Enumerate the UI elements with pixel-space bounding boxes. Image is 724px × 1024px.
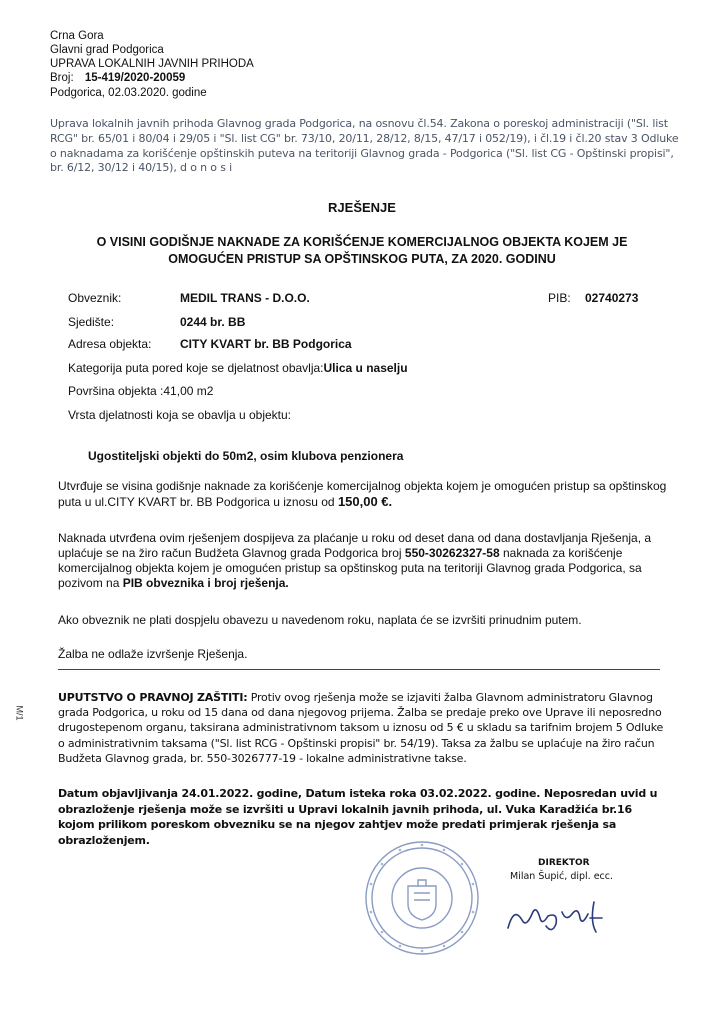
legal-instruction-label: UPUTSTVO O PRAVNOJ ZAŠTITI: bbox=[58, 691, 248, 704]
header-place-date: Podgorica, 02.03.2020. godine bbox=[50, 87, 207, 99]
pib-label: PIB: bbox=[548, 291, 571, 305]
signatory-name: Milan Šupić, dipl. ecc. bbox=[510, 871, 614, 882]
header-city: Glavni grad Podgorica bbox=[50, 44, 164, 56]
account-number: 550-30262327-58 bbox=[404, 546, 500, 560]
signatory-title: DIREKTOR bbox=[538, 858, 590, 868]
pib-value: 02740273 bbox=[585, 291, 639, 305]
header-country: Crna Gora bbox=[50, 30, 104, 42]
vrsta-value: Ugostiteljski objekti do 50m2, osim klubova penzionera bbox=[88, 449, 404, 463]
broj-value: 15-419/2020-20059 bbox=[84, 72, 186, 84]
sjediste-label: Sjedište: bbox=[68, 315, 115, 329]
obveznik-label: Obveznik: bbox=[68, 291, 122, 305]
paragraph-amount-text: Utvrđuje se visina godišnje naknade za korišćenje komercijalnog objekta kojem je omogućen pristup sa opštinskog puta u ul.CITY KVART br. BB Podgorica u iznosu od bbox=[58, 479, 667, 509]
amount-value: 150,00 €. bbox=[337, 494, 393, 509]
adresa-value: CITY KVART br. BB Podgorica bbox=[180, 337, 352, 351]
paragraph-payment bbox=[58, 531, 668, 591]
kategorija-label: Kategorija puta pored koje se djelatnost obavlja: bbox=[68, 361, 324, 375]
legal-instruction bbox=[58, 690, 668, 766]
payment-text-b: naknada za korišćenje komercijalnog objekta kojem je omogućen pristup sa opštinskog puta na teritoriji Glavnog grada Podgorica, sa pozivom na bbox=[58, 546, 642, 590]
official-seal bbox=[362, 838, 482, 958]
kategorija-row bbox=[68, 361, 408, 375]
broj-label: Broj: bbox=[50, 72, 74, 84]
paragraph-amount bbox=[58, 479, 668, 510]
obveznik-value: MEDIL TRANS - D.O.O. bbox=[180, 291, 310, 305]
vrsta-label: Vrsta djelatnosti koja se obavlja u objektu: bbox=[68, 408, 292, 422]
adresa-label: Adresa objekta: bbox=[68, 337, 152, 351]
handwritten-signature bbox=[500, 890, 610, 940]
divider bbox=[58, 669, 660, 670]
sjediste-value: 0244 br. BB bbox=[180, 315, 246, 329]
header-number bbox=[50, 71, 185, 85]
margin-mark: M/1 bbox=[14, 705, 25, 721]
document-title: RJEŠENJE bbox=[328, 200, 396, 215]
publication-date-note: Datum objavljivanja 24.01.2022. godine, Datum isteka roka 03.02.2022. godine. Neposredan uvid u obrazloženje rješenja može se izvršiti u Upravi lokalnih javnih prihoda, ul. Vuka Karadžića br.16 kojom prilikom poreskom obvezniku se na njegov zahtjev može predati primjerak rješenja sa obrazloženjem. bbox=[58, 787, 658, 847]
header-authority: UPRAVA LOKALNIH JAVNIH PRIHODA bbox=[50, 58, 254, 70]
preamble: Uprava lokalnih javnih prihoda Glavnog grada Podgorica, na osnovu čl.54. Zakona o poreskoj administraciji ("Sl. list RCG" br. 65/01 i 80/04 i 29/05 i "Sl. list CG" br. 73/10, 20/11, 28/12, 8/15, 47/17 i 052/19), i čl.19 i čl.20 stav 3 Odluke o naknadama za korišćenje opštinskih puteva na teritoriji Glavnog grada - Podgorica ("Sl. list CG - Opštinski propisi", br. 6/12, 30/12 i 40/15), d o n o s i bbox=[50, 117, 679, 175]
legal-instruction-text: Protiv ovog rješenja može se izjaviti žalba Glavnom administratoru Glavnog grada Podgorica, u roku od 15 dana od dana njegovog prijema. Žalba se predaje preko ove Uprave ili neposredno drugostepenom organu, taksirana administrativnom taksom u iznosu od 5 € u skladu sa tarifnim brojem 5 Odluke o administrativnim taksama ("Sl. list RCG - Opštinski propisi" br. 54/19). Taksa za žalbu se uplaćuje na žiro račun Budžeta Glavnog grada, br. 550-3026777-19 - lokalne administrativne takse. bbox=[58, 691, 664, 765]
kategorija-value: Ulica u naselju bbox=[323, 361, 408, 375]
povrsina: Površina objekta :41,00 m2 bbox=[68, 384, 214, 398]
paragraph-appeal-note: Žalba ne odlaže izvršenje Rješenja. bbox=[58, 647, 248, 661]
payment-text-a: Naknada utvrđena ovim rješenjem dospijeva za plaćanje u roku od deset dana od dana dostavljanja Rješenja, a uplaćuje se na žiro račun Budžeta Glavnog grada Podgorica broj bbox=[58, 531, 652, 560]
payment-reference: PIB obveznika i broj rješenja. bbox=[122, 576, 289, 590]
subtitle-line-1: O VISINI GODIŠNJE NAKNADE ZA KORIŠĆENJE KOMERCIJALNOG OBJEKTA KOJEM JE bbox=[96, 235, 628, 249]
paragraph-enforcement: Ako obveznik ne plati dospjelu obavezu u navedenom roku, naplata će se izvršiti prinudnim putem. bbox=[58, 613, 582, 627]
subtitle-line-2: OMOGUĆEN PRISTUP SA OPŠTINSKOG PUTA, ZA 2020. GODINU bbox=[168, 252, 556, 266]
